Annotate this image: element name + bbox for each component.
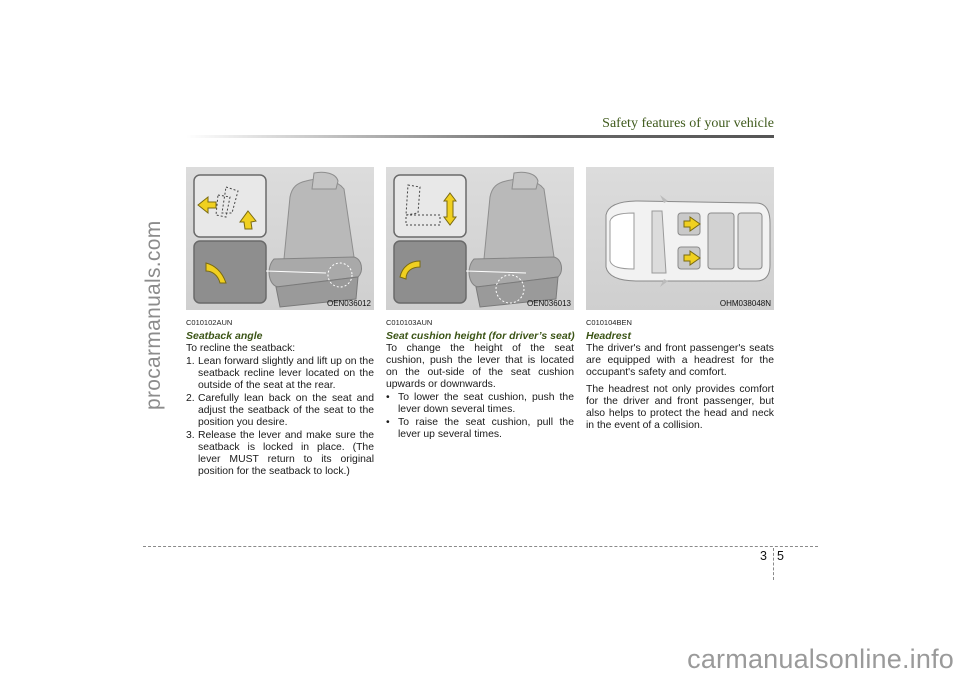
watermark-procarmanuals: procarmanuals.com — [142, 220, 165, 410]
figure-code: OHM038048N — [719, 299, 771, 308]
vehicle-top-view-illustration — [586, 167, 774, 310]
watermark-carmanualsonline: carmanualsonline.info — [687, 644, 954, 674]
paragraph: The headrest not only provides comfort for the driver and front passenger, but also helps to protect the head and neck in the event of a collision. — [586, 384, 774, 431]
reference-code: C010103AUN — [386, 318, 433, 327]
chapter-number: 3 — [760, 549, 767, 563]
list-item: 1. Lean forward slightly and lift up on the seatback recline lever located on the outside of the seat at the rear. — [186, 356, 374, 391]
recline-steps — [186, 356, 374, 478]
figure-code: OEN036012 — [326, 299, 371, 308]
figure-headrest — [586, 167, 774, 310]
figure-seatback-recline — [186, 167, 374, 310]
reference-code: C010104BEN — [586, 318, 632, 327]
figure-seat-height — [386, 167, 574, 310]
column-seat-cushion-height — [386, 167, 574, 441]
heading-seat-cushion-height: Seat cushion height (for driver’s seat) — [386, 330, 575, 342]
section-title: Safety features of your vehicle — [602, 116, 774, 131]
list-item: • To raise the seat cushion, pull the lever up several times. — [386, 417, 574, 440]
seat-recline-illustration — [186, 167, 374, 310]
column-headrest — [586, 167, 774, 432]
list-item: 2. Carefully lean back on the seat and adjust the seatback of the seat to the position you desire. — [186, 393, 374, 428]
column-seatback-angle — [186, 167, 374, 478]
list-item: • To lower the seat cushion, push the lever down several times. — [386, 392, 574, 415]
heading-seatback-angle: Seatback angle — [186, 330, 263, 342]
seat-height-illustration — [386, 167, 574, 310]
figure-code: OEN036013 — [526, 299, 571, 308]
intro-text: To recline the seatback: — [186, 343, 296, 354]
footer-vertical-divider — [773, 548, 774, 580]
height-bullets — [386, 392, 574, 441]
heading-headrest: Headrest — [586, 330, 631, 342]
footer-divider — [143, 546, 818, 547]
paragraph: The driver's and front passenger's seats are equipped with a headrest for the occupant's safety and comfort. — [586, 343, 774, 378]
list-item: 3. Release the lever and make sure the seatback is locked in place. (The lever MUST return to its original position for the seatback to lock.) — [186, 430, 374, 477]
header-divider — [186, 135, 774, 138]
reference-code: C010102AUN — [186, 318, 233, 327]
page-number: 5 — [777, 549, 784, 563]
intro-text: To change the height of the seat cushion, push the lever that is located on the out-side of the seat cushion upwards or downwards. — [386, 343, 574, 390]
